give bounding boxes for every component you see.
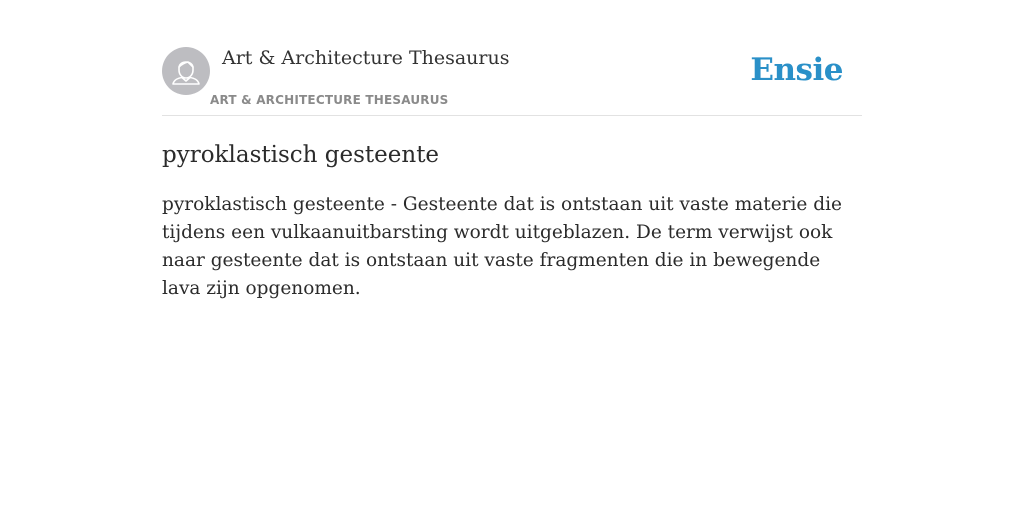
page-container: [162, 46, 862, 303]
user-silhouette-icon: [162, 47, 210, 95]
author-subtitle[interactable]: ART & ARCHITECTURE THESAURUS: [210, 93, 449, 107]
ensie-logo[interactable]: Ensie: [750, 52, 843, 88]
author-name[interactable]: Art & Architecture Thesaurus: [222, 47, 510, 69]
header: [162, 46, 862, 116]
entry-title: pyroklastisch gesteente: [162, 142, 440, 168]
avatar[interactable]: [162, 47, 210, 95]
entry-definition: pyroklastisch gesteente - Gesteente dat is ontstaan uit vaste materie die tijdens een vulkaanuitbarsting wordt uitgeblazen. De term verwijst ook naar gesteente dat is ontstaan uit vaste fragmenten die in bewegende lava zijn opgenomen.: [162, 194, 842, 299]
